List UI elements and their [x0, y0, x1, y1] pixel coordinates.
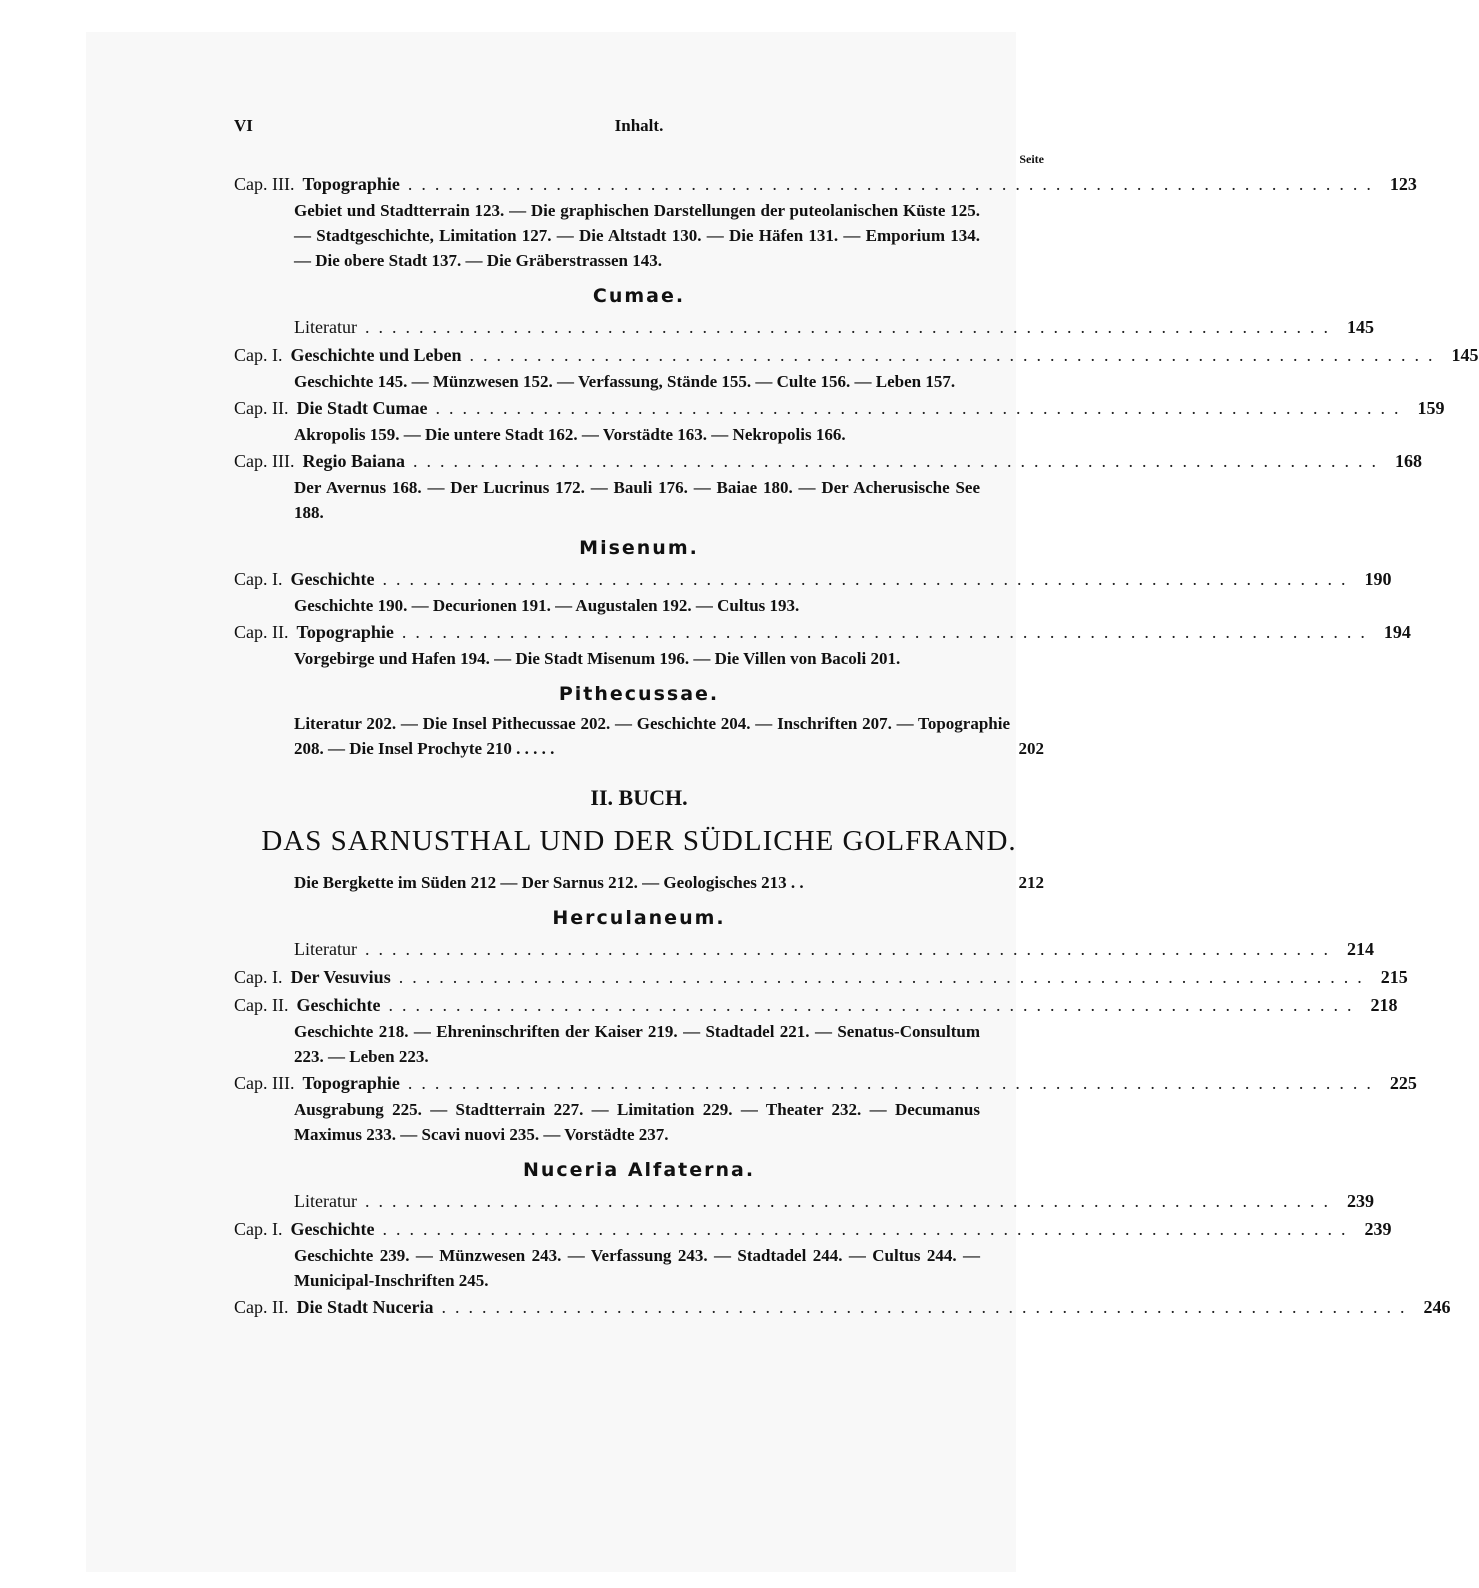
chapter-summary: Geschichte 190. — Decurionen 191. — Augustalen 192. — Cultus 193.: [294, 596, 800, 615]
chapter-summary: Gebiet und Stadtterrain 123. — Die graphischen Darstellungen der puteolanischen Küste 125. — Stadtgeschichte, Limitation 127. — Die Altstadt 130. — Die Häfen 131. — Emporium 134. — Die obere Stadt 137. — Die Gräberstrassen 143.: [294, 201, 980, 270]
page-ref: 218: [1370, 995, 1398, 1015]
toc-entry: [234, 341, 1479, 369]
running-header: [234, 116, 1044, 144]
chapter-number: Cap. II.: [234, 622, 289, 642]
leader-dots: ........................................................................: [388, 995, 1361, 1015]
page-ref: 145: [1451, 345, 1479, 365]
toc-entry: [234, 1293, 1451, 1321]
chapter-number: Cap. III.: [234, 174, 295, 194]
chapter-title: Topographie: [296, 622, 394, 642]
page-ref: 194: [1383, 622, 1411, 642]
leader-dots: ........................................................................: [407, 1073, 1380, 1093]
chapter-summary: Der Avernus 168. — Der Lucrinus 172. — Bauli 176. — Baiae 180. — Der Acherusische See 188.: [294, 478, 980, 522]
leader-dots: ........................................................................: [401, 622, 1374, 642]
toc-entry-literatur: [234, 1187, 1374, 1215]
toc-entry: [234, 618, 1411, 646]
section-summary: Literatur 202. — Die Insel Pithecussae 202. — Geschichte 204. — Inschriften 207. — Topographie 208. — Die Insel Prochyte 210 . . . . .: [294, 714, 1010, 758]
chapter-summary: Ausgrabung 225. — Stadtterrain 227. — Limitation 229. — Theater 232. — Decumanus Maximus 233. — Scavi nuovi 235. — Vorstädte 237.: [294, 1100, 980, 1144]
page-ref: 145: [1346, 317, 1374, 337]
chapter-number: Cap. I.: [234, 1219, 283, 1239]
chapter-summary: Akropolis 159. — Die untere Stadt 162. — Vorstädte 163. — Nekropolis 166.: [294, 425, 846, 444]
chapter-title: Regio Baiana: [302, 451, 405, 471]
toc-entry: [234, 1069, 1417, 1097]
leader-dots: ........................................................................: [413, 451, 1385, 471]
page-ref: 215: [1380, 967, 1408, 987]
literatur-label: Literatur: [294, 317, 357, 337]
toc-entry-intro: [234, 870, 1044, 895]
page-ref: 239: [1346, 1191, 1374, 1211]
page-title: Inhalt.: [614, 116, 664, 135]
chapter-summary: Geschichte 218. — Ehreninschriften der Kaiser 219. — Stadtadel 221. — Senatus-Consultum 223. — Leben 223.: [294, 1022, 980, 1066]
intro-summary: Die Bergkette im Süden 212 — Der Sarnus 212. — Geologisches 213 . .: [294, 873, 804, 892]
page-ref: 159: [1417, 398, 1445, 418]
leader-dots: ........................................................................: [382, 1219, 1355, 1239]
chapter-summary: Geschichte 239. — Münzwesen 243. — Verfassung 243. — Stadtadel 244. — Cultus 244. — Municipal-Inschriften 245.: [294, 1246, 980, 1290]
leader-dots: ........................................................................: [398, 967, 1371, 987]
chapter-title: Geschichte: [290, 569, 375, 589]
page-ref: 239: [1364, 1219, 1392, 1239]
chapter-number: Cap. II.: [234, 398, 289, 418]
leader-dots: ........................................................................: [469, 345, 1442, 365]
literatur-label: Literatur: [294, 939, 357, 959]
chapter-number: Cap. III.: [234, 1073, 295, 1093]
leader-dots: ........................................................................: [382, 569, 1355, 589]
toc-entry-pithecussae: [234, 711, 1044, 761]
chapter-title: Topographie: [302, 1073, 400, 1093]
chapter-summary: Geschichte 145. — Münzwesen 152. — Verfassung, Stände 155. — Culte 156. — Leben 157.: [294, 372, 956, 391]
leader-dots: ........................................................................: [435, 398, 1408, 418]
chapter-number: Cap. II.: [234, 1297, 289, 1317]
book-title: DAS SARNUSTHAL UND DER SÜDLICHE GOLFRAND.: [261, 825, 1017, 857]
page-ref: 168: [1395, 451, 1422, 471]
chapter-title: Geschichte: [296, 995, 381, 1015]
book-page: [86, 32, 1479, 1572]
chapter-number: Cap. I.: [234, 345, 283, 365]
section-heading-misenum: Misenum.: [579, 537, 699, 559]
page-ref: 212: [1018, 873, 1044, 892]
chapter-title: Die Stadt Cumae: [296, 398, 428, 418]
page-ref: 202: [1018, 739, 1044, 758]
toc-entry: [234, 963, 1408, 991]
chapter-summary: Vorgebirge und Hafen 194. — Die Stadt Misenum 196. — Die Villen von Bacoli 201.: [294, 649, 901, 668]
leader-dots: ........................................................................: [407, 174, 1380, 194]
page-number: VI: [234, 116, 253, 135]
leader-dots: ........................................................................: [364, 939, 1337, 959]
toc-entry-literatur: [234, 313, 1374, 341]
chapter-number: Cap. I.: [234, 967, 283, 987]
chapter-title: Die Stadt Nuceria: [296, 1297, 434, 1317]
section-heading-pithecussae: Pithecussae.: [558, 683, 720, 705]
toc-entry-literatur: [234, 935, 1374, 963]
page-ref: 214: [1346, 939, 1374, 959]
leader-dots: ........................................................................: [441, 1297, 1414, 1317]
section-heading-herculaneum: Herculaneum.: [552, 907, 726, 929]
toc-entry: [234, 447, 1422, 475]
page-ref: 123: [1389, 174, 1417, 194]
toc-entry: [234, 991, 1398, 1019]
chapter-title: Geschichte und Leben: [290, 345, 462, 365]
literatur-label: Literatur: [294, 1191, 357, 1211]
toc-entry: [234, 394, 1445, 422]
table-of-contents: [234, 170, 1479, 1321]
chapter-title: Topographie: [302, 174, 400, 194]
seite-label: Seite: [1019, 152, 1044, 166]
book-label: II. BUCH.: [590, 785, 688, 810]
chapter-title: Der Vesuvius: [290, 967, 391, 987]
toc-entry: [234, 170, 1417, 198]
chapter-number: Cap. I.: [234, 569, 283, 589]
leader-dots: ........................................................................: [364, 317, 1337, 337]
page-ref: 246: [1423, 1297, 1451, 1317]
section-heading-nuceria: Nuceria Alfaterna.: [522, 1159, 756, 1181]
leader-dots: ........................................................................: [364, 1191, 1337, 1211]
chapter-number: Cap. II.: [234, 995, 289, 1015]
chapter-title: Geschichte: [290, 1219, 375, 1239]
chapter-number: Cap. III.: [234, 451, 295, 471]
page-ref: 190: [1364, 569, 1392, 589]
toc-entry: [234, 565, 1392, 593]
page-ref: 225: [1389, 1073, 1417, 1093]
section-heading-cumae: Cumae.: [592, 285, 686, 307]
toc-entry: [234, 1215, 1392, 1243]
